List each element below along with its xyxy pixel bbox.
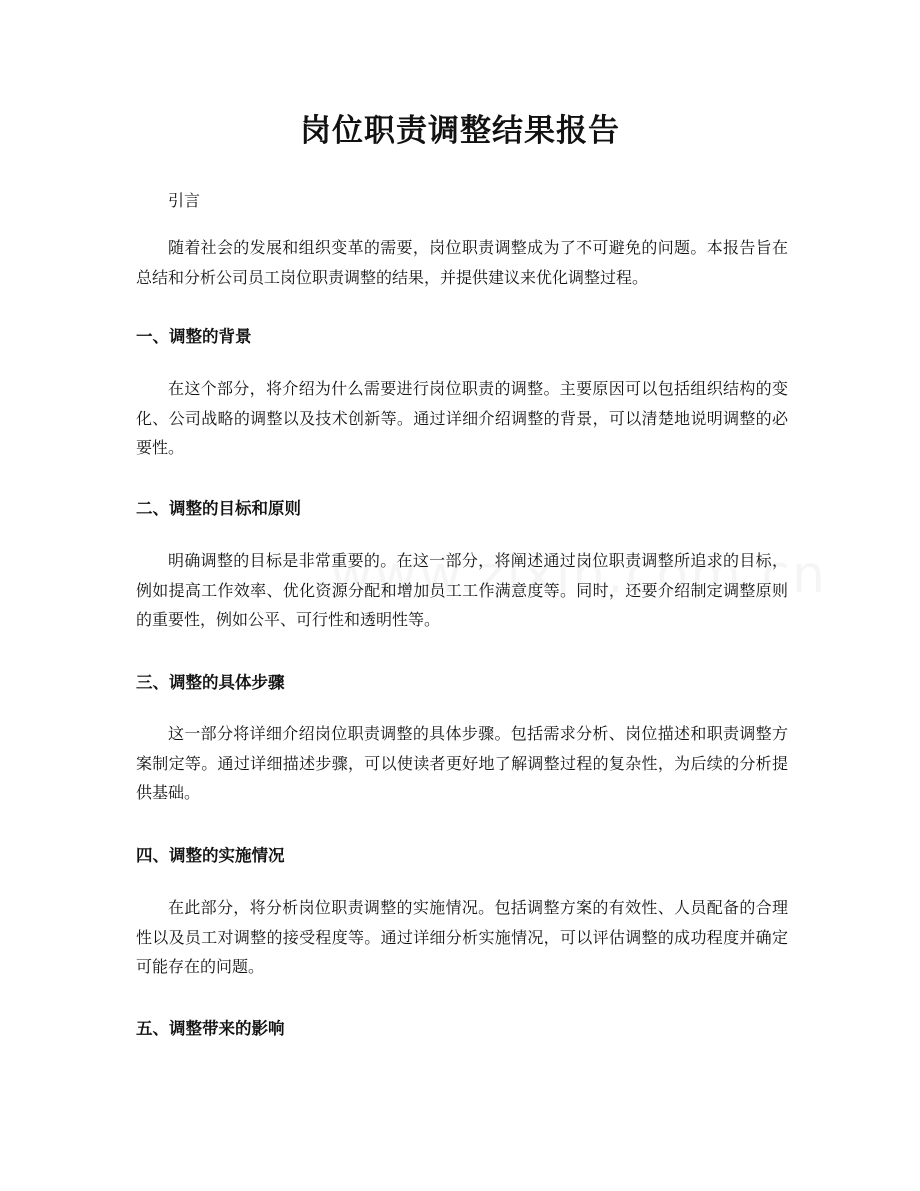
page-title: 岗位职责调整结果报告 (300, 113, 620, 149)
section-text-implementation: 在此部分，将分析岗位职责调整的实施情况。包括调整方案的有效性、人员配备的合理性以及员工对调整的接受程度等。通过详细分析实施情况，可以评估调整的成功程度并确定可能存在的问题。 (136, 898, 788, 976)
section-text-steps: 这一部分将详细介绍岗位职责调整的具体步骤。包括需求分析、岗位描述和职责调整方案制定等。通过详细描述步骤，可以使读者更好地了解调整过程的复杂性，为后续的分析提供基础。 (136, 724, 788, 802)
section-text-background: 在这个部分，将介绍为什么需要进行岗位职责的调整。主要原因可以包括组织结构的变化、公司战略的调整以及技术创新等。通过详细介绍调整的背景，可以清楚地说明调整的必要性。 (136, 379, 788, 457)
section-heading-background: 一、调整的背景 (136, 327, 252, 346)
intro-label: 引言 (168, 191, 201, 210)
section-heading-impact: 五、调整带来的影响 (136, 1019, 285, 1038)
section-heading-implementation: 四、调整的实施情况 (136, 846, 285, 865)
section-heading-steps: 三、调整的具体步骤 (136, 673, 285, 692)
section-text-goals: 明确调整的目标是非常重要的。在这一部分，将阐述通过岗位职责调整所追求的目标，例如提高工作效率、优化资源分配和增加员工工作满意度等。同时，还要介绍制定调整原则的重要性，例如公平、可行性和透明性等。 (136, 551, 788, 629)
section-heading-goals: 二、调整的目标和原则 (136, 499, 301, 518)
intro-paragraph: 随着社会的发展和组织变革的需要，岗位职责调整成为了不可避免的问题。本报告旨在总结和分析公司员工岗位职责调整的结果，并提供建议来优化调整过程。 (136, 238, 788, 287)
